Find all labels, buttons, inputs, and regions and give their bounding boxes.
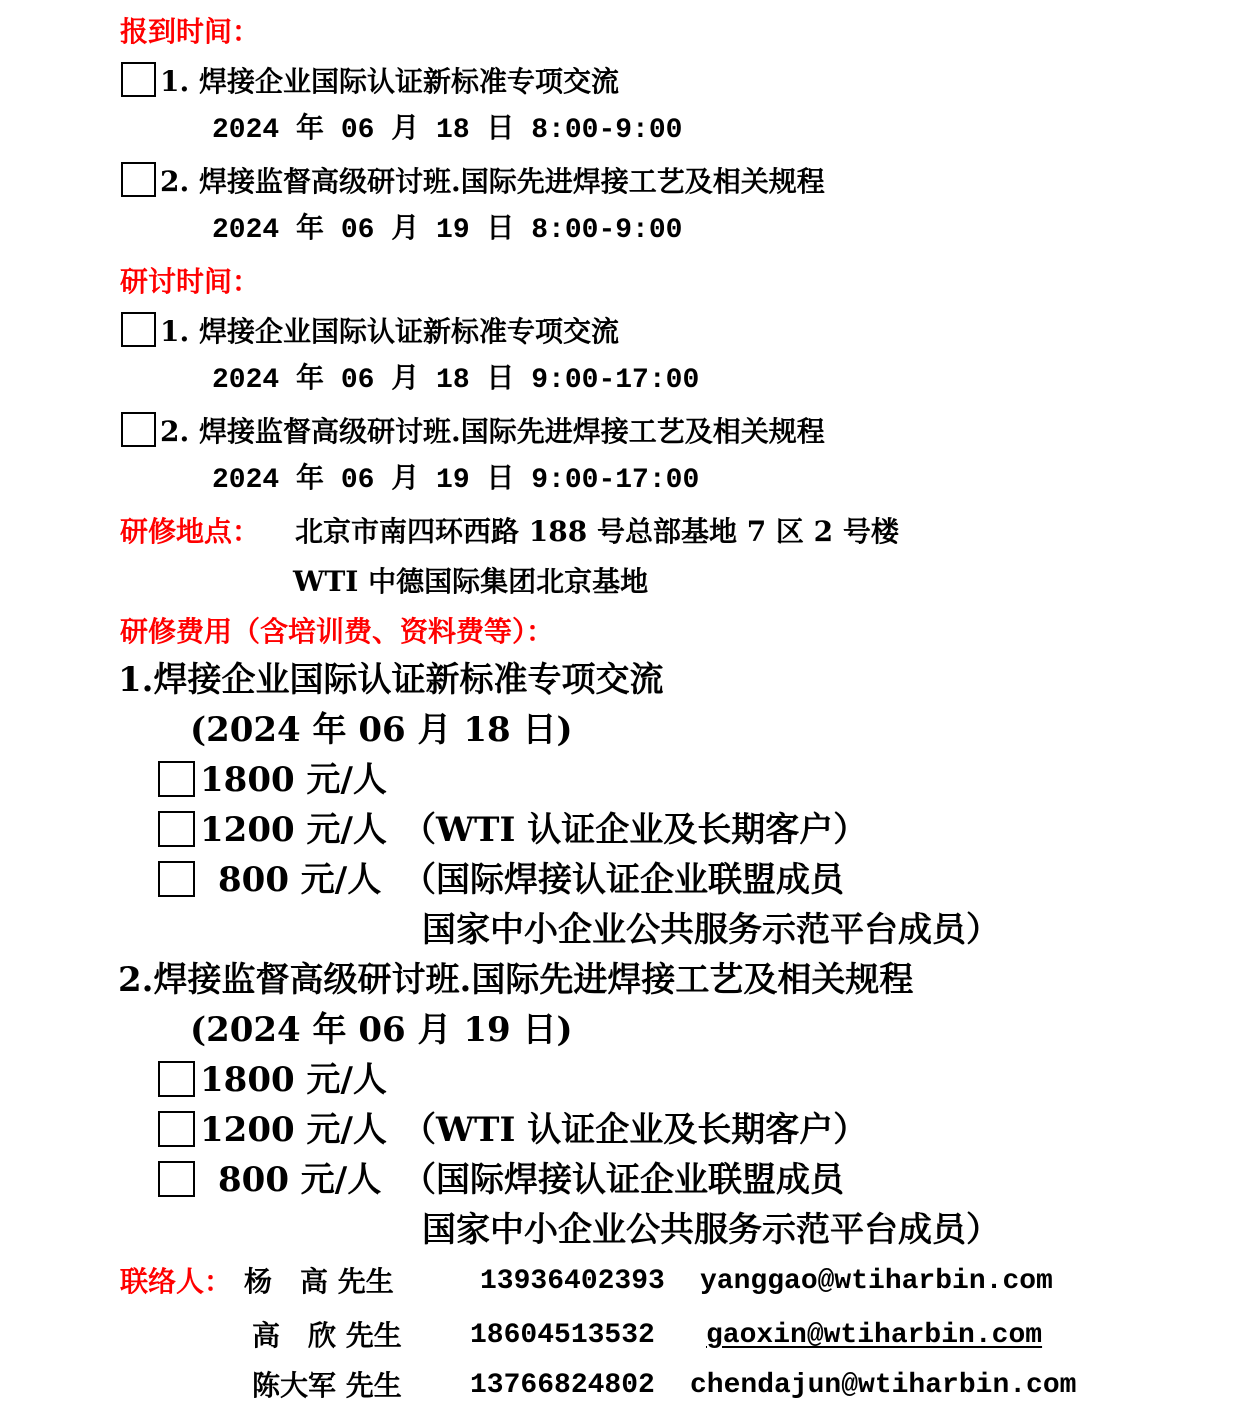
fee-course-1-option-3-price: 800 元/人	[218, 860, 382, 900]
seminar-heading: 研讨时间：	[120, 265, 261, 298]
registration-heading: 报到时间：	[120, 15, 261, 48]
fee-course-1-option-2-checkbox[interactable]	[158, 811, 195, 847]
contact-2-phone: 18604513532	[470, 1320, 655, 1351]
fee-course-2-option-1-price: 1800 元/人	[200, 1060, 387, 1100]
fee-course-1-option-3-checkbox[interactable]	[158, 861, 195, 897]
seminar-checkbox-1[interactable]	[121, 312, 156, 347]
seminar-item-1-label: 1. 焊接企业国际认证新标准专项交流	[160, 315, 619, 348]
contact-2-email-link[interactable]: gaoxin@wtiharbin.com	[706, 1320, 1043, 1351]
fee-course-1-option-2-price: 1200 元/人	[200, 810, 387, 850]
seminar-item-2-label: 2. 焊接监督高级研讨班.国际先进焊接工艺及相关规程	[160, 415, 825, 448]
contact-1-phone: 13936402393	[480, 1266, 665, 1297]
venue-heading: 研修地点：	[120, 515, 261, 548]
fees-heading: 研修费用（含培训费、资料费等）：	[120, 615, 555, 648]
fee-course-1-option-3-note-2: 国家中小企业公共服务示范平台成员）	[422, 910, 1000, 950]
registration-item-2-label: 2. 焊接监督高级研讨班.国际先进焊接工艺及相关规程	[160, 165, 825, 198]
fee-course-2-option-3-checkbox[interactable]	[158, 1161, 195, 1197]
venue-address: 北京市南四环西路 188 号总部基地 7 区 2 号楼	[295, 515, 899, 548]
fee-course-1-option-2-note: （WTI 认证企业及长期客户）	[402, 810, 868, 850]
contact-3-phone: 13766824802	[470, 1370, 655, 1401]
fee-course-1-option-3-note: （国际焊接认证企业联盟成员	[402, 860, 844, 900]
fee-course-2-option-1-checkbox[interactable]	[158, 1061, 195, 1097]
contact-2-name: 高 欣 先生	[252, 1319, 402, 1352]
seminar-checkbox-2[interactable]	[121, 412, 156, 447]
fee-course-2-option-3-note: （国际焊接认证企业联盟成员	[402, 1160, 844, 1200]
fee-course-1-option-1-checkbox[interactable]	[158, 761, 195, 797]
registration-checkbox-1[interactable]	[121, 62, 156, 97]
contacts-heading: 联络人：	[120, 1265, 233, 1298]
fee-course-2-option-3-note-2: 国家中小企业公共服务示范平台成员）	[422, 1210, 1000, 1250]
fee-course-2-option-2-checkbox[interactable]	[158, 1111, 195, 1147]
fee-course-2-date: (2024 年 06 月 19 日)	[190, 1010, 573, 1050]
contact-1-email[interactable]: yanggao@wtiharbin.com	[700, 1266, 1053, 1297]
fee-course-1-date: (2024 年 06 月 18 日)	[190, 710, 573, 750]
fee-course-2-option-2-price: 1200 元/人	[200, 1110, 387, 1150]
seminar-item-1-time: 2024 年 06 月 18 日 9:00-17:00	[212, 365, 700, 396]
fee-course-2-option-3-price: 800 元/人	[218, 1160, 382, 1200]
contact-1-name: 杨 高 先生	[244, 1265, 394, 1298]
registration-item-1-time: 2024 年 06 月 18 日 8:00-9:00	[212, 115, 683, 146]
venue-base: WTI 中德国际集团北京基地	[293, 565, 649, 598]
contact-3-name: 陈大军 先生	[252, 1369, 402, 1402]
seminar-item-2-time: 2024 年 06 月 19 日 9:00-17:00	[212, 465, 700, 496]
fee-course-1-option-1-price: 1800 元/人	[200, 760, 387, 800]
registration-checkbox-2[interactable]	[121, 162, 156, 197]
registration-item-1-label: 1. 焊接企业国际认证新标准专项交流	[160, 65, 619, 98]
fee-course-2-option-2-note: （WTI 认证企业及长期客户）	[402, 1110, 868, 1150]
registration-item-2-time: 2024 年 06 月 19 日 8:00-9:00	[212, 215, 683, 246]
contact-3-email[interactable]: chendajun@wtiharbin.com	[690, 1370, 1077, 1401]
fee-course-1-title: 1.焊接企业国际认证新标准专项交流	[118, 660, 664, 700]
fee-course-2-title: 2.焊接监督高级研讨班.国际先进焊接工艺及相关规程	[118, 960, 914, 1000]
